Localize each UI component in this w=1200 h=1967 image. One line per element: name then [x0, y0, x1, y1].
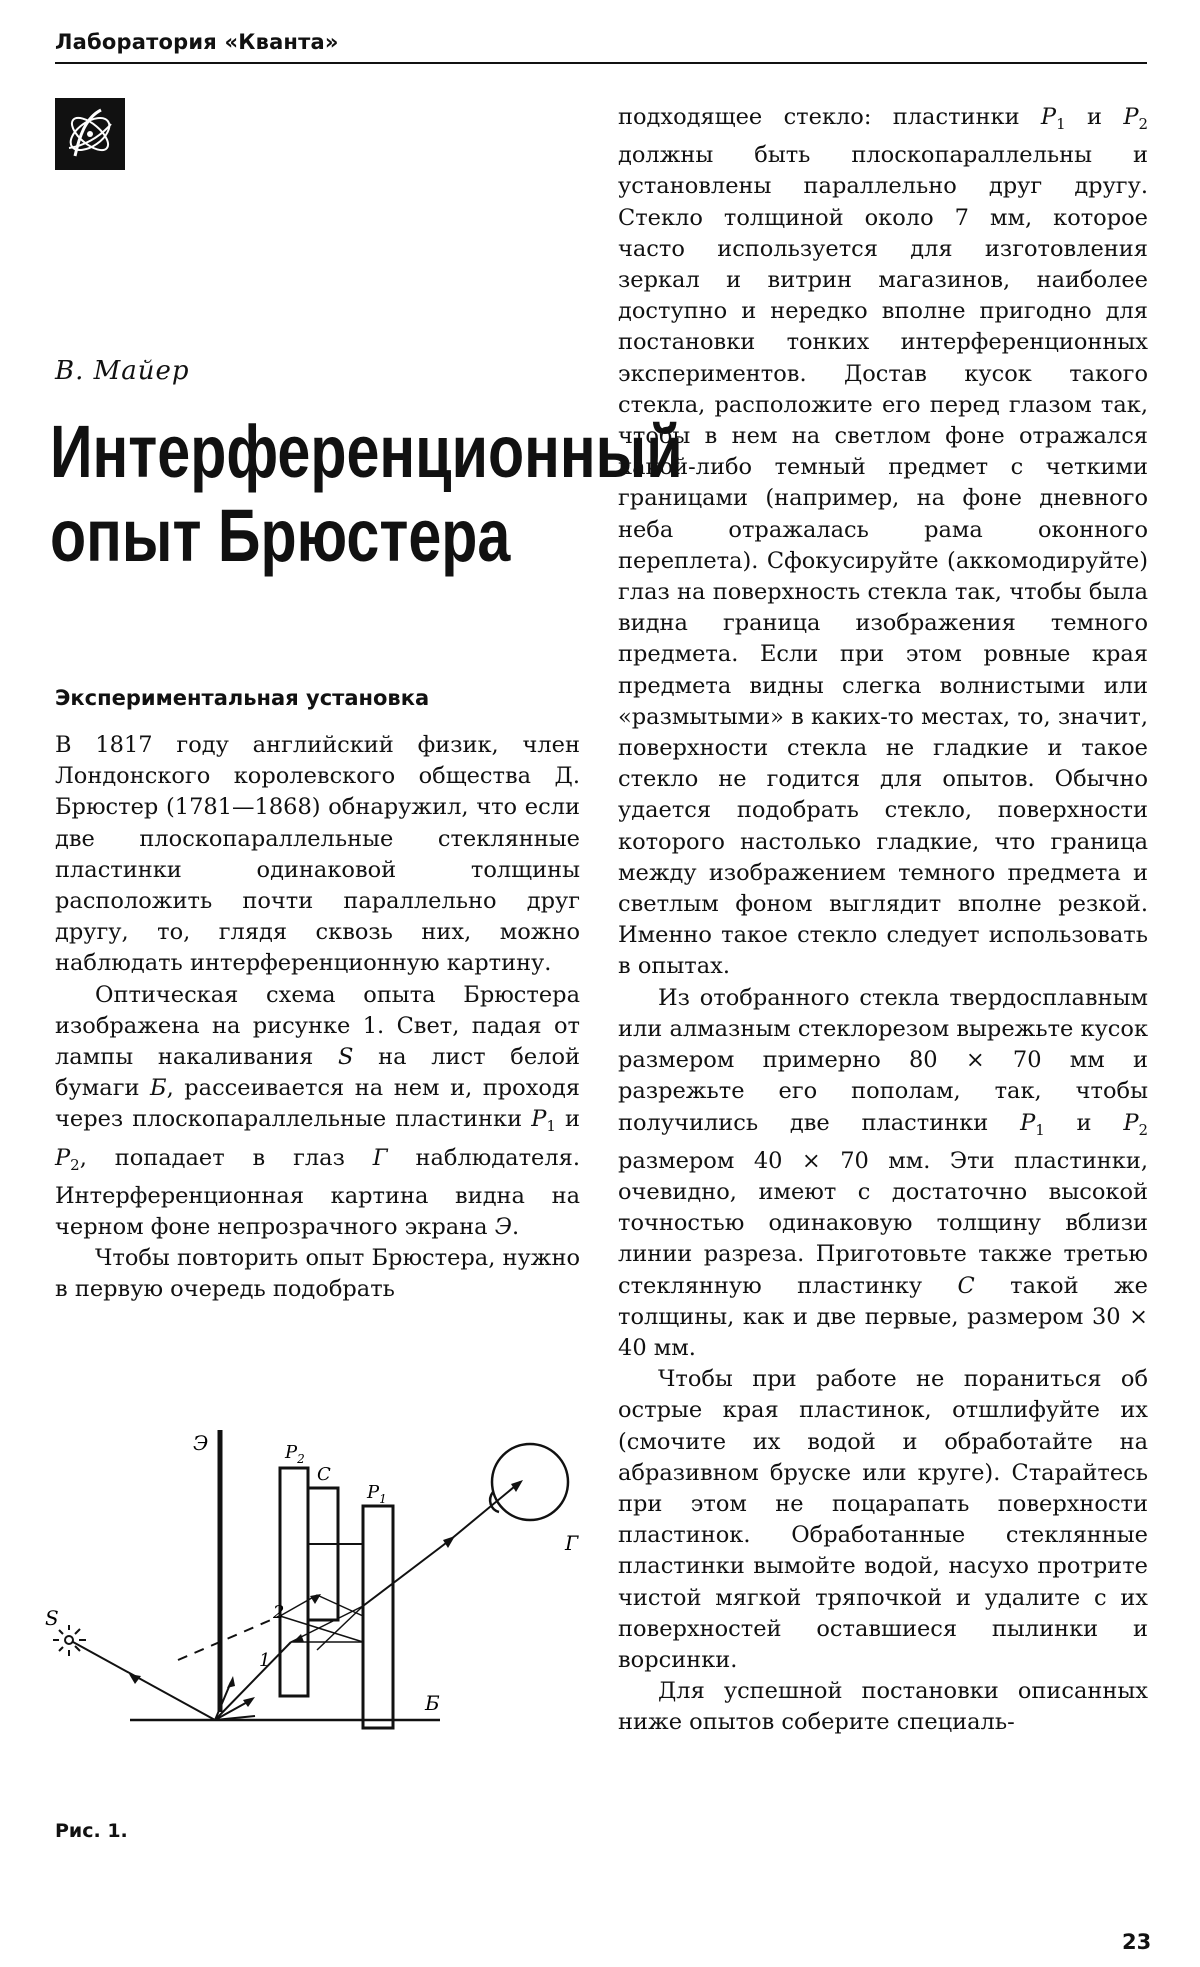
label-screen: Э — [193, 1431, 209, 1455]
label-p1: $P_1$ — [367, 1482, 387, 1506]
label-c: C — [317, 1464, 331, 1485]
paragraph: Для успешной постановки описанных ниже опытов соберите специаль- — [618, 1678, 1148, 1736]
title-line-2: опыт Брюстера — [50, 494, 511, 577]
running-title: Лаборатория «Кванта» — [55, 30, 339, 54]
plate-p1 — [363, 1506, 393, 1728]
section-heading: Экспериментальная установка — [55, 686, 430, 710]
physics-logo-icon — [55, 98, 125, 170]
label-ray-2: 2 — [273, 1602, 285, 1623]
plate-c — [308, 1488, 338, 1620]
page-number: 23 — [1122, 1930, 1152, 1954]
paragraph: Чтобы повторить опыт Брюстера, нужно в первую очередь подобрать — [55, 1245, 580, 1303]
right-column — [618, 102, 1148, 1739]
paragraph: В 1817 году английский физик, член Лондонского королевского общества Д. Брюстер (1781—1868) обнаружил, что если две плоскопараллельные стеклянные пластинки одинаковой толщины расположить почти параллельно друг другу, то, глядя сквозь них, можно наблюдать интерференционную картину. — [55, 732, 580, 977]
paragraph: подходящее стекло: пластинки $P_1$ и $P_2$ должны быть плоскопараллельны и установлены параллельно друг другу. Стекло толщиной около 7 мм, которое часто используется для изготовления зеркал и витрин магазинов, наиболее доступно и нередко вполне пригодно для постановки тонких интерференционных экспериментов. Достав кусок такого стекла, расположите его перед глазом так, чтобы в нем на светлом фоне отражался какой-либо темный предмет с четкими границами (например, на фоне дневного неба отражалась рама оконного переплета). Сфокусируйте (аккомодируйте) глаз на поверхность стекла так, чтобы была видна граница изображения темного предмета. Если при этом ровные края предмета видны слегка волнистыми или «размытыми» в каких-то местах, то, значит, поверхности стекла не гладкие и такое стекло не годится для опытов. Обычно удается подобрать стекло, поверхности которого настолько гладкие, что граница между изображением темного предмета и светлым фоном выглядит вполне резкой. Именно такое стекло следует использовать в опытах. — [618, 104, 1148, 980]
plate-p2 — [280, 1468, 308, 1696]
label-p2: $P_2$ — [285, 1442, 305, 1466]
header-rule — [55, 62, 1147, 64]
label-ray-1: 1 — [259, 1650, 271, 1671]
title-line-1: Интерференционный — [50, 410, 683, 493]
label-eye: Г — [565, 1531, 579, 1555]
paragraph: Оптическая схема опыта Брюстера изображена на рисунке 1. Свет, падая от лампы накаливания S на лист белой бумаги Б, рассеивается на нем и, проходя через плоскопараллельные пластинки $P_1$ и $P_2$, попадает в глаз Г наблюдателя. Интерференционная картина видна на черном фоне непрозрачного экрана Э. — [55, 981, 580, 1241]
author: В. Майер — [55, 356, 190, 386]
outgoing-ray — [363, 1540, 450, 1606]
left-column — [55, 730, 580, 1306]
eye-icon — [490, 1444, 568, 1520]
incident-ray — [73, 1642, 215, 1720]
article-title — [50, 410, 683, 578]
label-paper: Б — [425, 1691, 440, 1715]
label-source: S — [45, 1606, 59, 1630]
paragraph: Чтобы при работе не пораниться об острые края пластинок, отшлифуйте их (смочите их водой и обработайте на абразивном бруске или круге). Старайтесь при этом не поцарапать поверхности пластинок. Обработанные стеклянные пластинки вымойте водой, насухо протрите чистой мягкой тряпочкой и удалите с их поверхностей оставшиеся пылинки и ворсинки. — [618, 1366, 1148, 1673]
figure-1 — [45, 1420, 595, 1800]
figure-caption: Рис. 1. — [55, 1820, 128, 1842]
paragraph: Из отобранного стекла твердосплавным или алмазным стеклорезом вырежьте кусок размером примерно 80 × 70 мм и разрежьте его пополам, так, чтобы получились две пластинки $P_1$ и $P_2$ размером 40 × 70 мм. Эти пластинки, очевидно, имеют с достаточно высокой точностью одинаковую толщину вблизи линии разреза. Приготовьте также третью стеклянную пластинку C такой же толщины, как и две первые, размером 30 × 40 мм. — [618, 984, 1149, 1361]
